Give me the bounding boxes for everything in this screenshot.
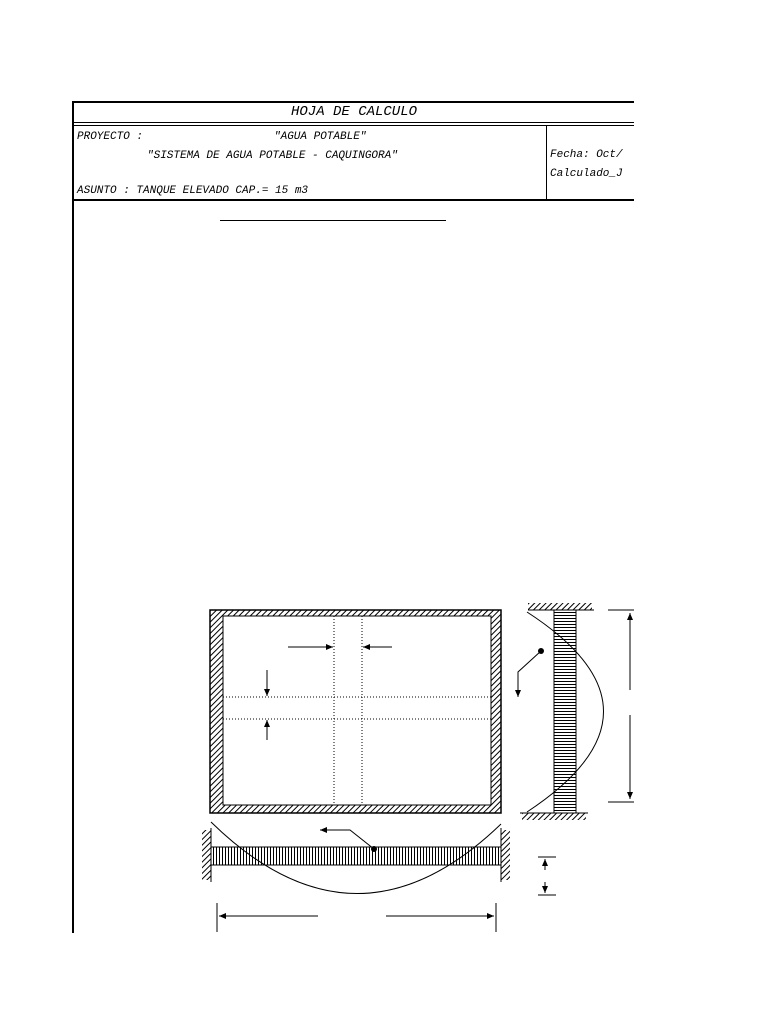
calculado: Calculado_J	[550, 168, 623, 180]
horizontal-strip-beam	[202, 822, 556, 932]
vertical-strip-beam	[518, 603, 634, 820]
proyecto-label: PROYECTO :	[77, 131, 144, 143]
tank-plan-view	[210, 610, 501, 813]
sistema-name: "SISTEMA DE AGUA POTABLE - CAQUINGORA"	[147, 150, 398, 162]
fecha: Fecha: Oct/	[550, 149, 623, 161]
proyecto-name: "AGUA POTABLE"	[274, 131, 367, 143]
sheet-title: HOJA DE CALCULO	[290, 104, 418, 120]
asunto: ASUNTO : TANQUE ELEVADO CAP.= 15 m3	[77, 185, 309, 197]
